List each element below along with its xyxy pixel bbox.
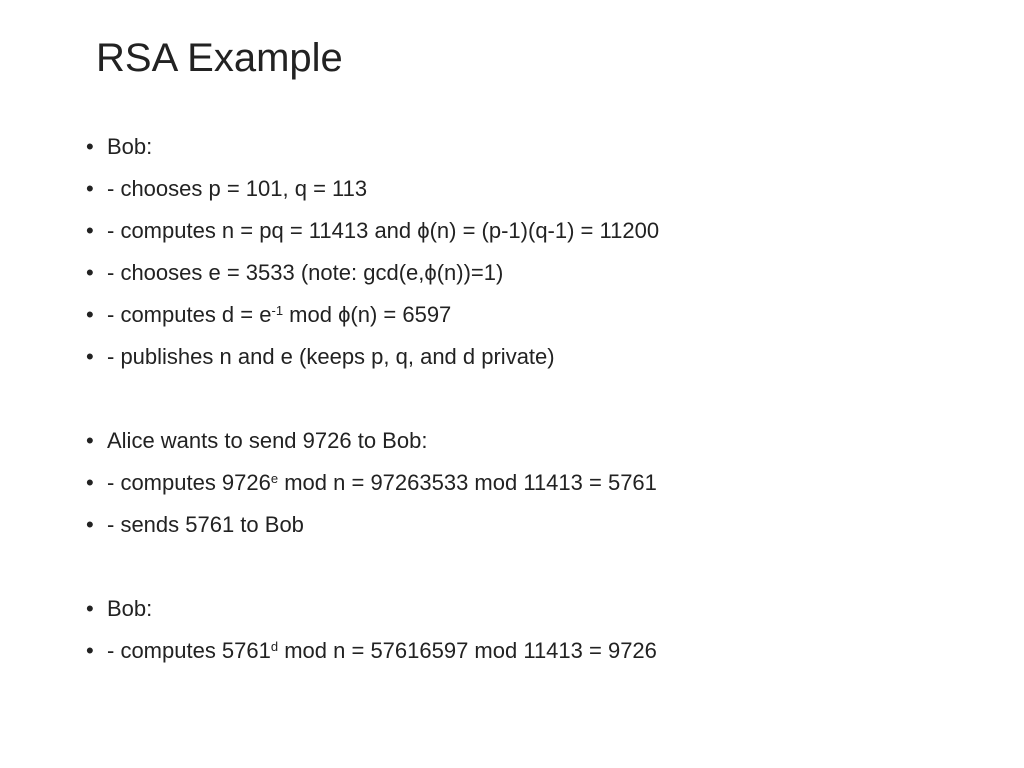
bullet-text: Bob: — [107, 134, 153, 159]
bullet-item — [86, 462, 986, 504]
bullet-dot: • — [86, 260, 94, 285]
bullet-text — [107, 638, 657, 663]
bullet-dot: • — [86, 470, 94, 495]
bullet-text — [107, 470, 657, 495]
bullet-dot: • — [86, 134, 94, 159]
bullet-text-rest: mod n = 97263533 mod 11413 = 5761 — [278, 470, 657, 495]
bullet-dot: • — [86, 218, 94, 243]
superscript: -1 — [271, 302, 284, 318]
bullet-text: Bob: — [107, 596, 153, 621]
bullet-item — [86, 294, 986, 336]
bullet-item — [86, 630, 986, 672]
bullet-text: - publishes n and e (keeps p, q, and d private) — [107, 344, 555, 369]
bullet-item — [86, 336, 986, 378]
bullet-spacer — [86, 378, 986, 420]
bullet-text-rest: mod n = 57616597 mod 11413 = 9726 — [278, 638, 657, 663]
bullet-item — [86, 252, 986, 294]
bullet-item — [86, 588, 986, 630]
bullet-dot: • — [86, 638, 94, 663]
bullet-text-rest: mod ϕ(n) = 6597 — [283, 302, 452, 327]
slide-title: RSA Example — [96, 36, 343, 80]
bullet-dot: • — [86, 176, 94, 201]
bullet-text: Alice wants to send 9726 to Bob: — [107, 428, 428, 453]
bullet-text: - chooses p = 101, q = 113 — [107, 176, 368, 201]
superscript: e — [270, 470, 279, 486]
bullet-item — [86, 126, 986, 168]
bullet-dot: • — [86, 302, 94, 327]
bullet-dot: • — [86, 596, 94, 621]
bullet-text — [107, 302, 451, 327]
bullet-dot: • — [86, 344, 94, 369]
bullet-text: - chooses e = 3533 (note: gcd(e,ϕ(n))=1) — [107, 260, 504, 285]
bullet-list — [86, 126, 986, 672]
bullet-text: - computes n = pq = 11413 and ϕ(n) = (p-1)(q-1) = 11200 — [107, 218, 660, 243]
bullet-item — [86, 168, 986, 210]
bullet-text-main: - computes 9726 — [107, 470, 271, 495]
bullet-dot: • — [86, 428, 94, 453]
bullet-text: - sends 5761 to Bob — [107, 512, 304, 537]
bullet-text-main: - computes d = e — [107, 302, 272, 327]
bullet-dot: • — [86, 512, 94, 537]
bullet-item — [86, 504, 986, 546]
superscript: d — [270, 638, 279, 654]
bullet-item — [86, 210, 986, 252]
bullet-item — [86, 420, 986, 462]
bullet-spacer — [86, 546, 986, 588]
bullet-text-main: - computes 5761 — [107, 638, 271, 663]
